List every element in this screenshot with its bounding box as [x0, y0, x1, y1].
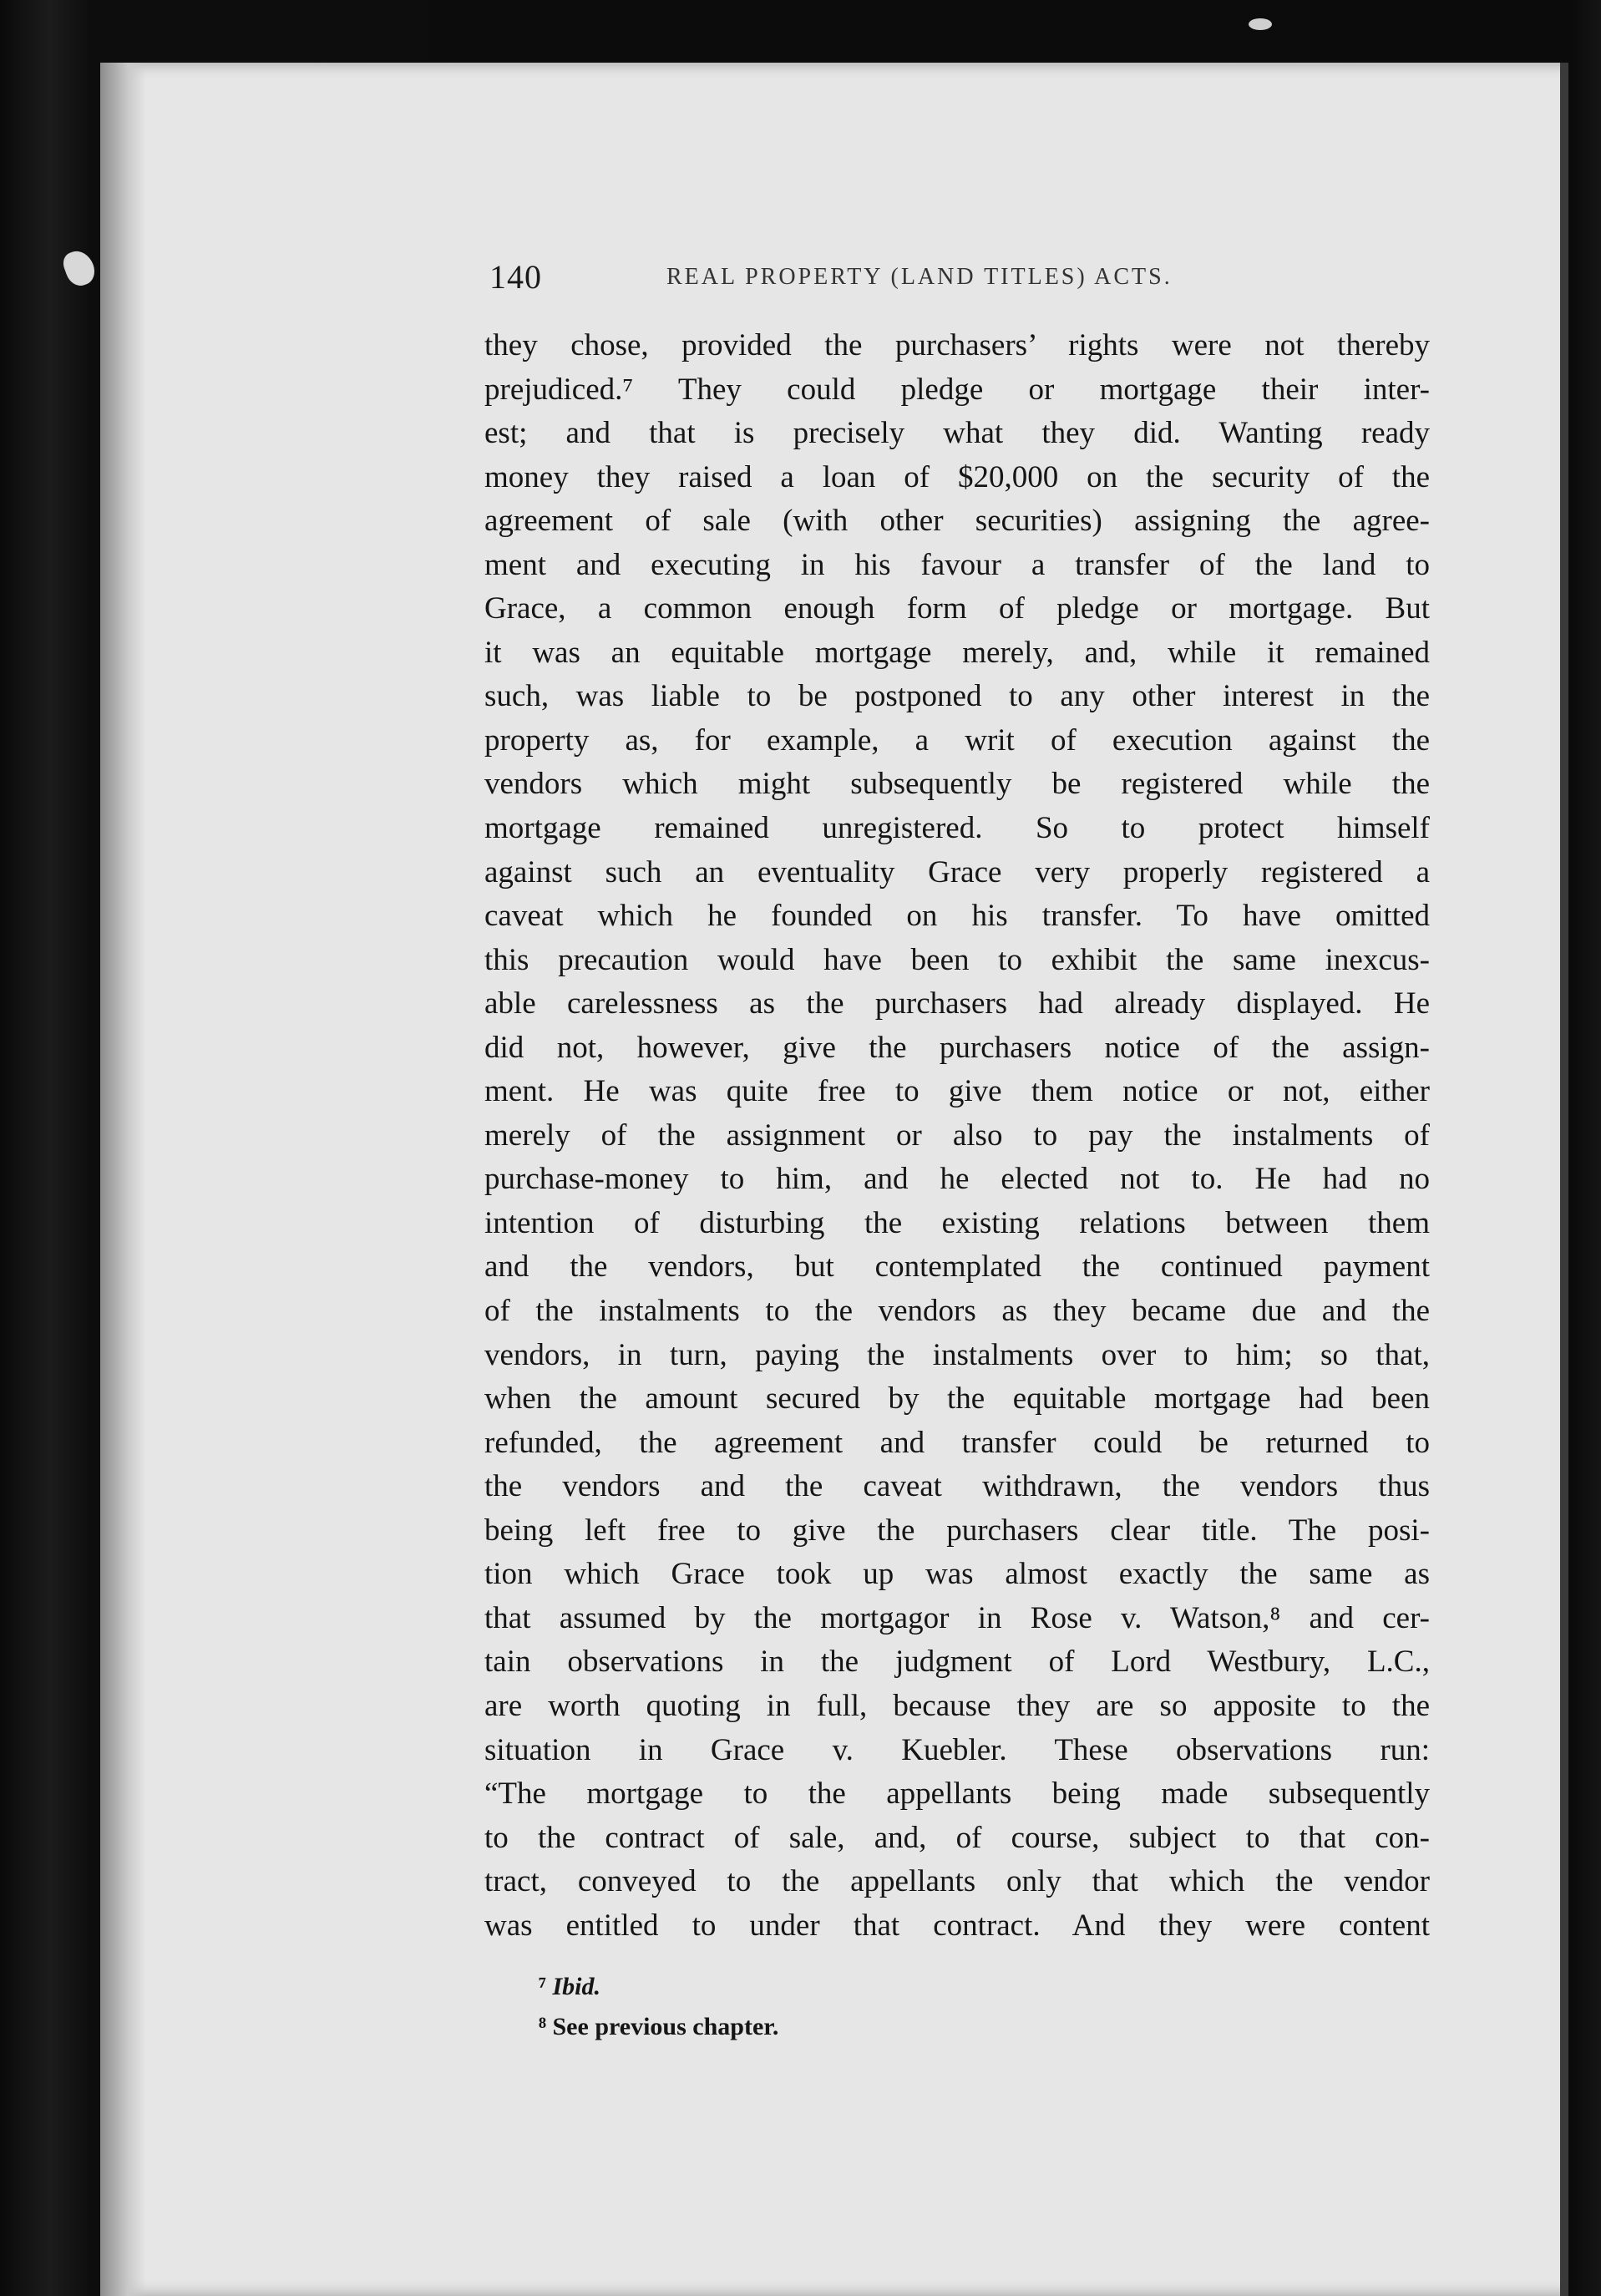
footnote-text: See previous chapter. — [546, 2013, 779, 2040]
text-line: such, was liable to be postponed to any other interest in the — [484, 679, 1430, 714]
text-line: it was an equitable mortgage merely, and, while it remained — [484, 635, 1430, 670]
footnote-marker: ⁷ — [539, 1973, 546, 2000]
footnote-marker: ⁸ — [539, 2013, 546, 2040]
text-line: vendors, in turn, paying the instalments over to him; so that, — [484, 1337, 1430, 1372]
text-line: prejudiced.⁷ They could pledge or mortgage their inter- — [484, 372, 1430, 407]
text-line: able carelessness as the purchasers had already displayed. He — [484, 986, 1430, 1021]
text-line: against such an eventuality Grace very properly registered a — [484, 854, 1430, 890]
text-line: when the amount secured by the equitable mortgage had been — [484, 1381, 1430, 1417]
text-line: est; and that is precisely what they did. Wanting ready — [484, 416, 1430, 451]
text-line: that assumed by the mortgagor in Rose v. Watson,⁸ and cer- — [484, 1600, 1430, 1635]
page-right-edge — [1560, 63, 1568, 2296]
text-line: the vendors and the caveat withdrawn, the vendors thus — [484, 1469, 1430, 1504]
body-text — [484, 324, 1430, 1948]
text-line: are worth quoting in full, because they are so apposite to the — [484, 1688, 1430, 1723]
text-line: merely of the assignment or also to pay the instalments of — [484, 1118, 1430, 1153]
scan-blemish — [1249, 18, 1272, 30]
text-line: was entitled to under that contract. And they were content — [484, 1908, 1430, 1943]
text-line: ment. He was quite free to give them notice or not, either — [484, 1074, 1430, 1109]
running-head: REAL PROPERTY (LAND TITLES) ACTS. — [666, 264, 1173, 290]
text-line: purchase-money to him, and he elected not to. He had no — [484, 1162, 1430, 1197]
text-line: vendors which might subsequently be registered while the — [484, 767, 1430, 802]
page-number: 140 — [489, 258, 542, 296]
text-line: intention of disturbing the existing relations between them — [484, 1205, 1430, 1240]
page-header — [489, 257, 1325, 307]
text-line: this precaution would have been to exhibit the same inexcus- — [484, 942, 1430, 977]
text-line: tain observations in the judgment of Lord Westbury, L.C., — [484, 1645, 1430, 1680]
text-line: mortgage remained unregistered. So to protect himself — [484, 811, 1430, 846]
text-line: agreement of sale (with other securities) assigning the agree- — [484, 504, 1430, 539]
text-line: Grace, a common enough form of pledge or mortgage. But — [484, 591, 1430, 626]
text-line: tion which Grace took up was almost exactly the same as — [484, 1557, 1430, 1592]
text-line: they chose, provided the purchasers’ rights were not thereby — [484, 328, 1430, 362]
footnote-text: Ibid. — [546, 1973, 601, 2000]
text-line: tract, conveyed to the appellants only that which the vendor — [484, 1864, 1430, 1899]
text-line: did not, however, give the purchasers notice of the assign- — [484, 1030, 1430, 1065]
text-line: “The mortgage to the appellants being made subsequently — [484, 1776, 1430, 1812]
text-line: money they raised a loan of $20,000 on the security of the — [484, 459, 1430, 494]
text-line: property as, for example, a writ of execution against the — [484, 722, 1430, 758]
footnote — [539, 1967, 1123, 2007]
text-line: caveat which he founded on his transfer. To have omitted — [484, 899, 1430, 934]
text-line: of the instalments to the vendors as they became due and the — [484, 1294, 1430, 1329]
text-line: and the vendors, but contemplated the continued payment — [484, 1249, 1430, 1285]
footnote — [539, 2007, 1123, 2047]
text-line: being left free to give the purchasers clear title. The posi- — [484, 1513, 1430, 1548]
footnotes — [539, 1967, 1123, 2047]
page-gutter-shadow — [100, 63, 146, 2296]
text-line: situation in Grace v. Kuebler. These observations run: — [484, 1732, 1430, 1767]
text-line: ment and executing in his favour a transfer of the land to — [484, 547, 1430, 582]
text-line: to the contract of sale, and, of course, subject to that con- — [484, 1820, 1430, 1855]
text-line: refunded, the agreement and transfer could be returned to — [484, 1425, 1430, 1460]
